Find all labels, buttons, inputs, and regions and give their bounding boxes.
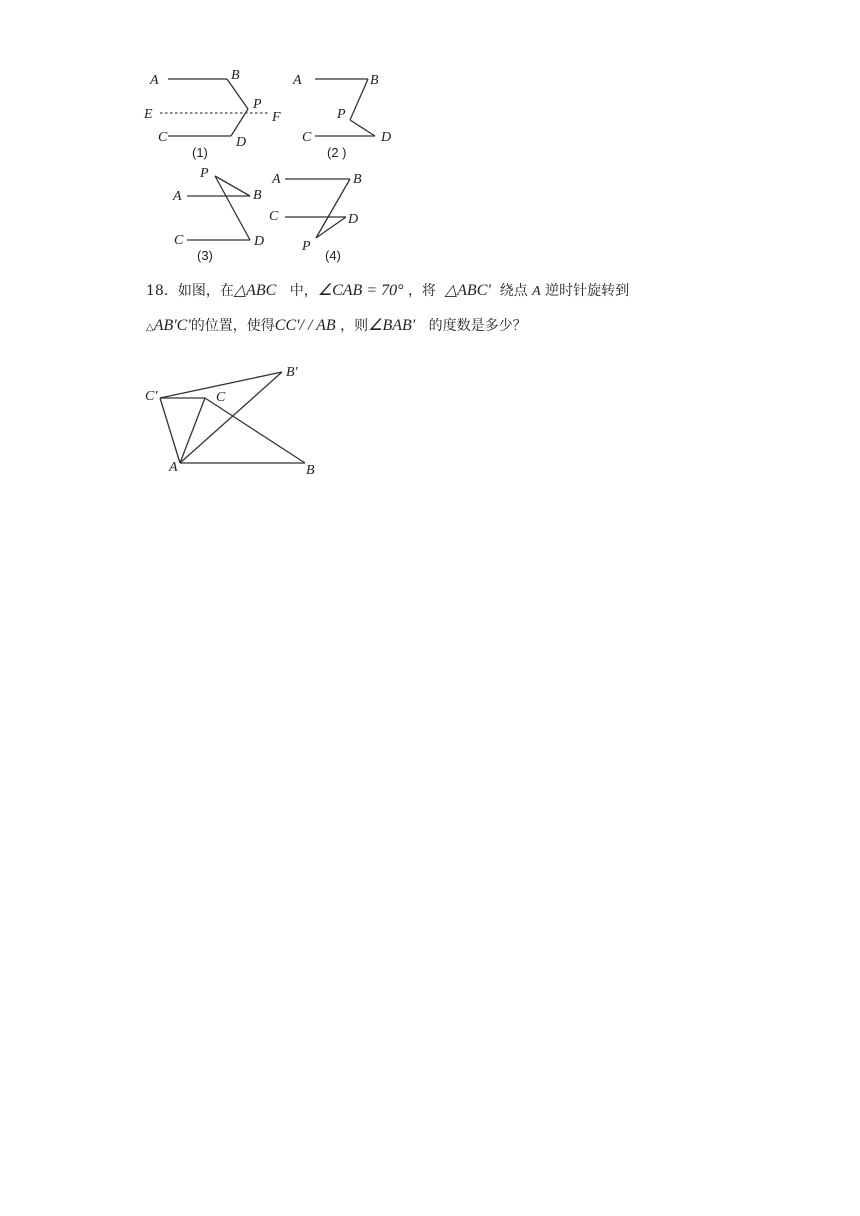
problem-text: ，将	[407, 283, 436, 299]
math-angle-bab-prime: ∠BAB'	[368, 317, 416, 334]
problem-18-line-2: △AB'C'的位置，使得CC'/ / AB ，则∠BAB' 的度数是多少？	[146, 317, 527, 334]
label-b: B	[306, 463, 315, 478]
caption-3: (3)	[197, 248, 213, 263]
label-A: A	[173, 189, 182, 204]
problem-text: ，则	[340, 318, 369, 334]
caption-4: (4)	[325, 248, 341, 263]
problem-text: 绕点	[499, 283, 528, 299]
label-C: C	[158, 130, 168, 145]
label-F: F	[272, 110, 281, 125]
problem-text: 中，	[289, 283, 318, 299]
figure-problem-18	[140, 360, 330, 480]
label-D: D	[348, 212, 359, 227]
label-D: D	[381, 130, 392, 145]
problem-18-line-1	[146, 282, 746, 301]
problem-text: 逆时针旋转到	[545, 283, 630, 299]
problem-text: 的度数是多少？	[428, 318, 527, 334]
figure-3	[172, 166, 264, 263]
label-D: D	[254, 234, 265, 249]
label-C: C	[174, 233, 184, 248]
label-D: D	[236, 135, 247, 150]
label-B: B	[370, 73, 379, 88]
label-P: P	[253, 97, 262, 112]
label-B: B	[231, 68, 240, 83]
math-triangle-ab-c-prime: AB'C'	[153, 317, 191, 334]
label-A: A	[150, 73, 159, 88]
problem-text: 如图，在	[177, 283, 234, 299]
label-P: P	[200, 166, 209, 181]
caption-2: (2 )	[327, 145, 347, 160]
label-C: C	[302, 130, 312, 145]
math-angle-cab: ∠CAB = 70°	[317, 282, 404, 299]
math-parallel-cc-ab: CC'/ / AB	[274, 317, 336, 334]
figure-1	[143, 68, 281, 160]
caption-1: (1)	[192, 145, 208, 160]
label-P: P	[302, 239, 311, 254]
math-triangle-abc: △ABC	[233, 282, 277, 299]
label-B: B	[253, 188, 262, 203]
label-A: A	[272, 172, 281, 187]
label-B: B	[353, 172, 362, 187]
label-a: A	[169, 460, 178, 475]
math-triangle-abc-prime: △ABC'	[444, 282, 491, 299]
label-E: E	[144, 107, 153, 122]
label-b-prime: B'	[286, 365, 298, 380]
label-A: A	[293, 73, 302, 88]
figure-4	[269, 172, 362, 263]
label-P: P	[337, 107, 346, 122]
label-c-prime: C'	[145, 389, 158, 404]
math-point-a: A	[532, 284, 541, 299]
label-C: C	[269, 209, 279, 224]
figure-group-parallel-lines	[130, 60, 410, 270]
figure-2	[292, 73, 391, 160]
label-c: C	[216, 390, 226, 405]
problem-text: 的位置，使得	[190, 318, 275, 334]
problem-number: 18．	[146, 283, 178, 299]
